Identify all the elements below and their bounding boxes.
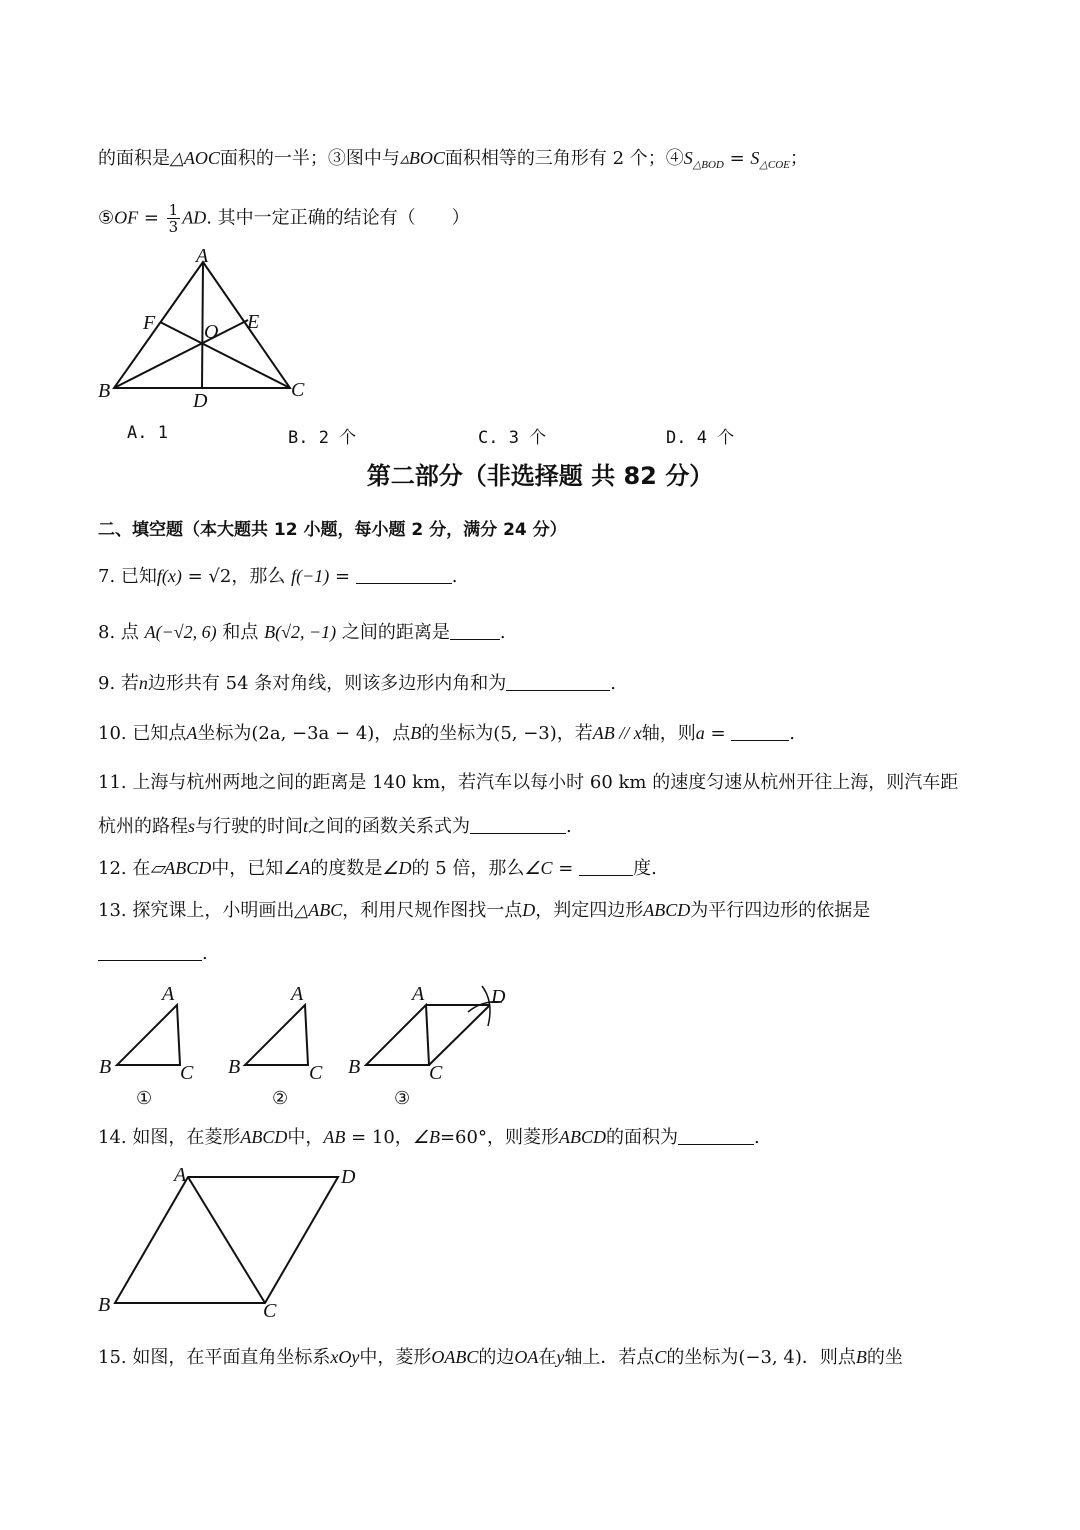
question-7: 7. 已知f(x) = √2，那么 f(−1) = . bbox=[98, 566, 458, 587]
fig3-label-a: A bbox=[412, 983, 425, 1005]
q6-triangle-figure bbox=[90, 240, 330, 415]
figure3-line-cd bbox=[429, 1005, 490, 1065]
caption-2: ② bbox=[272, 1088, 289, 1109]
label-c: C bbox=[291, 379, 305, 401]
fig2-label-c: C bbox=[309, 1062, 323, 1084]
q6-line1: 的面积是△AOC面积的一半；③图中与▵BOC面积相等的三角形有 2 个；$④S_{\triangle BOD} = S_{\triangle COE}$； bbox=[98, 148, 808, 171]
option-a: A. 1 bbox=[127, 423, 168, 443]
answer-blank-13[interactable] bbox=[98, 942, 202, 961]
answer-blank-12[interactable] bbox=[579, 857, 633, 876]
figure2-triangle bbox=[245, 1005, 308, 1065]
question-10: 10. 已知点A坐标为(2a, −3a − 4)，点B的坐标为(5, −3)，若AB // x轴，则a = . bbox=[98, 723, 796, 744]
label-e: E bbox=[247, 311, 260, 333]
question-13-line2: . bbox=[98, 942, 208, 966]
caption-1: ① bbox=[136, 1088, 153, 1109]
label-o: O bbox=[204, 321, 219, 343]
fig1-label-b: B bbox=[99, 1056, 112, 1078]
answer-blank-9[interactable] bbox=[506, 672, 610, 691]
fig2-label-b: B bbox=[228, 1056, 241, 1078]
label-c: C bbox=[263, 1300, 277, 1322]
fig2-label-a: A bbox=[291, 983, 304, 1005]
label-a: A bbox=[174, 1164, 187, 1186]
question-11-line1: 11. 上海与杭州两地之间的距离是 140 km，若汽车以每小时 60 km 的速度匀速从杭州开往上海，则汽车距 bbox=[98, 772, 959, 793]
median-ad bbox=[202, 262, 203, 388]
answer-blank-11[interactable] bbox=[470, 815, 566, 834]
option-c: C. 3 个 bbox=[478, 428, 547, 448]
fig1-label-c: C bbox=[180, 1062, 194, 1084]
question-14: 14. 如图，在菱形ABCD中，AB = 10，∠B=60°，则菱形ABCD的面积为 . bbox=[98, 1127, 760, 1148]
q13-construction-figures bbox=[90, 980, 530, 1110]
q14-rhombus-figure bbox=[90, 1160, 380, 1330]
answer-blank-7[interactable] bbox=[356, 565, 452, 584]
section-header: 二、填空题（本大题共 12 小题，每小题 2 分，满分 24 分） bbox=[98, 520, 567, 540]
label-d: D bbox=[193, 390, 208, 412]
question-9: 9. 若n边形共有 54 条对角线，则该多边形内角和为 . bbox=[98, 673, 617, 694]
fraction-one-third: $\frac{1}{3}$ bbox=[168, 201, 179, 236]
answer-blank-10[interactable] bbox=[731, 722, 789, 741]
question-8: 8. 点 A(−√2, 6) 和点 B(√2, −1) 之间的距离是 . bbox=[98, 622, 506, 643]
caption-3: ③ bbox=[394, 1088, 411, 1109]
fig1-label-a: A bbox=[162, 983, 175, 1005]
figure3-triangle bbox=[366, 1005, 429, 1065]
label-f: F bbox=[143, 312, 156, 334]
section-title: 第二部分（非选择题 共 82 分） bbox=[366, 462, 714, 490]
label-a: A bbox=[196, 245, 209, 267]
label-d: D bbox=[341, 1166, 356, 1188]
q6-line2: ⑤OF = $\frac{1}{3}$ AD. 其中一定正确的结论有（ ） bbox=[98, 201, 470, 236]
question-13-line1: 13. 探究课上，小明画出△ABC，利用尺规作图找一点D，判定四边形ABCD为平行四边形的依据是 bbox=[98, 900, 871, 921]
label-b: B bbox=[98, 380, 111, 402]
fig3-label-c: C bbox=[429, 1062, 443, 1084]
answer-blank-14[interactable] bbox=[678, 1126, 754, 1145]
option-b: B. 2 个 bbox=[288, 428, 357, 448]
median-be bbox=[114, 320, 248, 388]
fig3-label-b: B bbox=[348, 1056, 361, 1078]
option-d: D. 4 个 bbox=[666, 428, 735, 448]
question-11-line2: 杭州的路程s与行驶的时间t之间的函数关系式为 . bbox=[98, 816, 572, 837]
figure1-triangle bbox=[117, 1005, 180, 1065]
question-12: 12. 在▱ABCD中，已知∠A的度数是∠D的 5 倍，那么∠C = 度. bbox=[98, 858, 657, 879]
fig3-label-d: D bbox=[491, 986, 506, 1008]
answer-blank-8[interactable] bbox=[450, 621, 500, 640]
label-b: B bbox=[98, 1294, 111, 1316]
diagonal-ac bbox=[188, 1177, 265, 1303]
question-15: 15. 如图，在平面直角坐标系xOy中，菱形OABC的边OA在y轴上．若点C的坐标为(−3, 4)．则点B的坐 bbox=[98, 1347, 903, 1368]
